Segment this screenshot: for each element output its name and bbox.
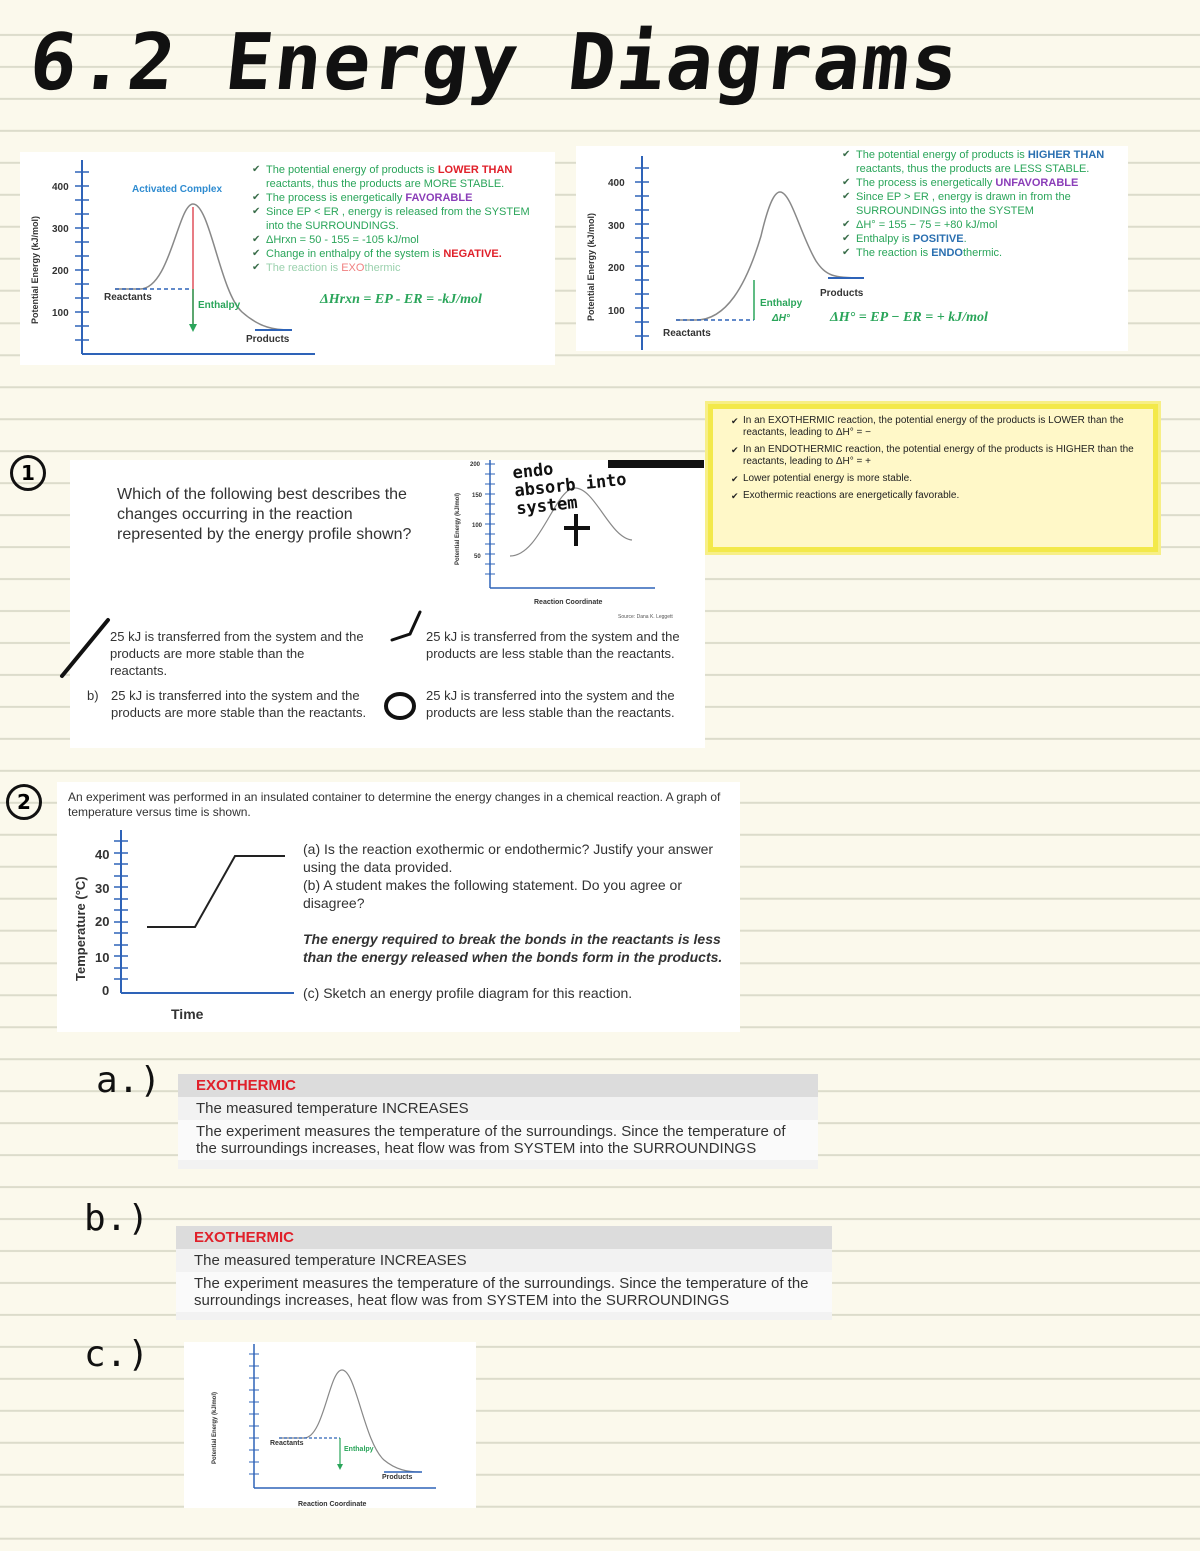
bullet-text: The potential energy of products is: [856, 149, 1028, 161]
activated-complex-label: Activated Complex: [132, 184, 223, 195]
option-text: 25 kJ is transferred from the system and the products are more stable than the reactants.: [110, 629, 364, 678]
question-2-parts: [303, 840, 728, 1002]
bullet-text: thermic: [364, 262, 401, 274]
bullet: [252, 233, 542, 247]
bullet: [252, 163, 542, 191]
summary-item: ✔ Exothermic reactions are energetically favorable.: [731, 490, 1153, 502]
tick-label: 30: [95, 881, 110, 896]
bullet-text: .: [963, 233, 967, 245]
reactants-label: Reactants: [270, 1440, 304, 1447]
tick-label: 40: [95, 847, 110, 862]
handwritten-note-endo: endo absorb into system: [511, 459, 628, 520]
delta-h-label: ΔH°: [772, 313, 790, 324]
enthalpy-label: Enthalpy: [344, 1446, 374, 1453]
exothermic-equation: ΔHrxn = EP - ER = -kJ/mol: [320, 292, 482, 307]
answer-b-line1: The measured temperature INCREASES: [194, 1252, 467, 1269]
tick-label: 50: [474, 554, 481, 560]
part-c-text: (c) Sketch an energy profile diagram for this reaction.: [303, 985, 633, 1001]
summary-item: ✔ In an ENDOTHERMIC reaction, the potential energy of the products is HIGHER than the reactants, leading to ΔH° = +: [731, 444, 1153, 468]
page-title: 6.2 Energy Diagrams: [25, 18, 965, 108]
bullet: [842, 148, 1126, 176]
bullet-text: Since EP > ER , energy is drawn in from the SURROUNDINGS into the SYSTEM: [856, 191, 1071, 217]
bullet: [252, 205, 542, 233]
answer-b-box: [176, 1226, 832, 1320]
endothermic-bullets: [842, 148, 1126, 260]
bullet-text: Enthalpy is: [856, 233, 913, 245]
y-axis-label: Potential Energy (kJ/mol): [30, 215, 40, 324]
bullet: [842, 190, 1126, 218]
bullet-highlight: POSITIVE: [912, 233, 964, 245]
tick-label: 300: [52, 224, 69, 235]
summary-item: ✔ Lower potential energy is more stable.: [731, 473, 1153, 485]
y-axis-label: Potential Energy (kJ/mol): [212, 1391, 218, 1464]
tick-label: 0: [102, 983, 110, 998]
question-1-text: Which of the following best describes the changes occurring in the reaction represented by the energy profile shown?: [117, 486, 412, 543]
y-axis-label: Temperature (°C): [73, 876, 88, 981]
temperature-line: [147, 856, 285, 927]
tick-label: 200: [52, 266, 69, 277]
answer-c-energy-diagram: [184, 1342, 476, 1508]
tick-label: 100: [608, 306, 625, 317]
answer-a-heading: EXOTHERMIC: [178, 1074, 818, 1097]
y-axis-label: Potential Energy (kJ/mol): [586, 212, 596, 321]
question-2-number: 2: [6, 784, 42, 820]
option-letter: b): [87, 688, 99, 703]
bullet-text: The process is energetically: [856, 177, 996, 189]
bullet-text: ΔHrxn = 50 - 155 = -105 kJ/mol: [266, 234, 419, 246]
bullet-text: The potential energy of products is: [266, 164, 438, 176]
answer-c-box: [184, 1342, 476, 1508]
question-1-number: 1: [10, 455, 46, 491]
bullet-text: ΔH° = 155 − 75 = +80 kJ/mol: [856, 219, 998, 231]
bullet-text: The reaction is: [266, 262, 342, 274]
bullet-highlight: LOWER THAN: [437, 164, 513, 176]
bullet-text: Change in enthalpy of the system is: [266, 248, 444, 260]
bullet-text: thermic.: [962, 247, 1003, 259]
answer-b-label: b.): [84, 1198, 150, 1239]
bullet-highlight: UNFAVORABLE: [995, 177, 1079, 189]
x-axis-label: Reaction Coordinate: [298, 1501, 367, 1508]
bullet: [842, 218, 1126, 232]
energy-curve: [279, 1370, 420, 1472]
enthalpy-label: Enthalpy: [198, 300, 241, 311]
x-axis-label: Reaction Coordinate: [534, 599, 603, 606]
x-axis-label: Time: [171, 1006, 204, 1022]
bullet-text: The reaction is: [856, 247, 932, 259]
bullet-highlight: FAVORABLE: [405, 192, 473, 204]
option-text: 25 kJ is transferred into the system and the products are less stable than the reactants.: [426, 688, 675, 720]
answer-a-line2: The experiment measures the temperature of the surroundings. Since the temperature of the surroundings increases, heat flow was from SYSTEM into the SURROUNDINGS: [178, 1120, 818, 1160]
bullet-highlight: HIGHER THAN: [1027, 149, 1105, 161]
part-a-text: (a) Is the reaction exothermic or endothermic? Justify your answer using the data provided.: [303, 841, 714, 875]
y-axis-label: Potential Energy (kJ/mol): [455, 492, 461, 565]
student-statement: The energy required to break the bonds in the reactants is less than the energy released when the bonds form in the products.: [303, 931, 723, 965]
answer-b-line2: The experiment measures the temperature of the surroundings. Since the temperature of the surroundings increases, heat flow was from SYSTEM into the SURROUNDINGS: [176, 1272, 832, 1312]
question-2-intro: An experiment was performed in an insulated container to determine the energy changes in a chemical reaction. A graph of temperature versus time is shown.: [68, 790, 721, 819]
answer-a-label: a.): [96, 1060, 162, 1101]
source-label: Source: Dana K. Leggett: [618, 614, 673, 620]
bullet: [252, 261, 542, 275]
temperature-time-graph: [57, 826, 297, 1026]
endothermic-diagram-card: [576, 146, 1128, 351]
bullet-highlight: EXO: [341, 262, 365, 274]
summary-highlight-box: [708, 404, 1158, 552]
exothermic-bullets: [252, 163, 542, 275]
bullet: [842, 232, 1126, 246]
bullet: [842, 246, 1126, 260]
bullet: [842, 176, 1126, 190]
tick-label: 200: [608, 263, 625, 274]
products-label: Products: [820, 288, 864, 299]
reactants-label: Reactants: [663, 328, 711, 339]
option-text: 25 kJ is transferred into the system and the products are more stable than the reactants.: [111, 688, 367, 720]
endothermic-equation: ΔH° = EP − ER = + kJ/mol: [830, 310, 988, 325]
summary-item: ✔ In an EXOTHERMIC reaction, the potential energy of the products is LOWER than the reactants, leading to ΔH° = −: [731, 415, 1153, 439]
tick-label: 400: [608, 178, 625, 189]
enthalpy-label: Enthalpy: [760, 298, 803, 309]
answer-c-label: c.): [84, 1334, 150, 1375]
tick-label: 200: [470, 462, 481, 468]
products-label: Products: [246, 334, 290, 345]
bullet-text: Since EP < ER , energy is released from the SYSTEM into the SURROUNDINGS.: [266, 206, 530, 232]
bullet: [252, 247, 542, 261]
answer-b-heading: EXOTHERMIC: [176, 1226, 832, 1249]
tick-label: 150: [472, 493, 483, 499]
bullet: [252, 191, 542, 205]
bullet-highlight: ENDO: [931, 247, 963, 259]
tick-label: 10: [95, 950, 110, 965]
bullet-text: reactants, thus the products are MORE STABLE.: [266, 178, 505, 190]
answer-a-box: [178, 1074, 818, 1169]
tick-label: 100: [52, 308, 69, 319]
question-2-card: [57, 782, 740, 1032]
reactants-label: Reactants: [104, 292, 152, 303]
answer-a-line1: The measured temperature INCREASES: [196, 1100, 469, 1117]
option-text: 25 kJ is transferred from the system and the products are less stable than the reactants.: [426, 629, 680, 661]
summary-list: [731, 415, 1153, 502]
tick-label: 400: [52, 182, 69, 193]
bullet-text: The process is energetically: [266, 192, 406, 204]
exothermic-diagram-card: [20, 152, 555, 365]
tick-label: 300: [608, 221, 625, 232]
part-b-text: (b) A student makes the following statement. Do you agree or disagree?: [303, 877, 682, 911]
bullet-text: reactants, thus the products are LESS STABLE.: [856, 163, 1090, 175]
tick-label: 100: [472, 523, 483, 529]
bullet-highlight: NEGATIVE.: [443, 248, 502, 260]
products-label: Products: [382, 1474, 413, 1481]
tick-label: 20: [95, 914, 110, 929]
